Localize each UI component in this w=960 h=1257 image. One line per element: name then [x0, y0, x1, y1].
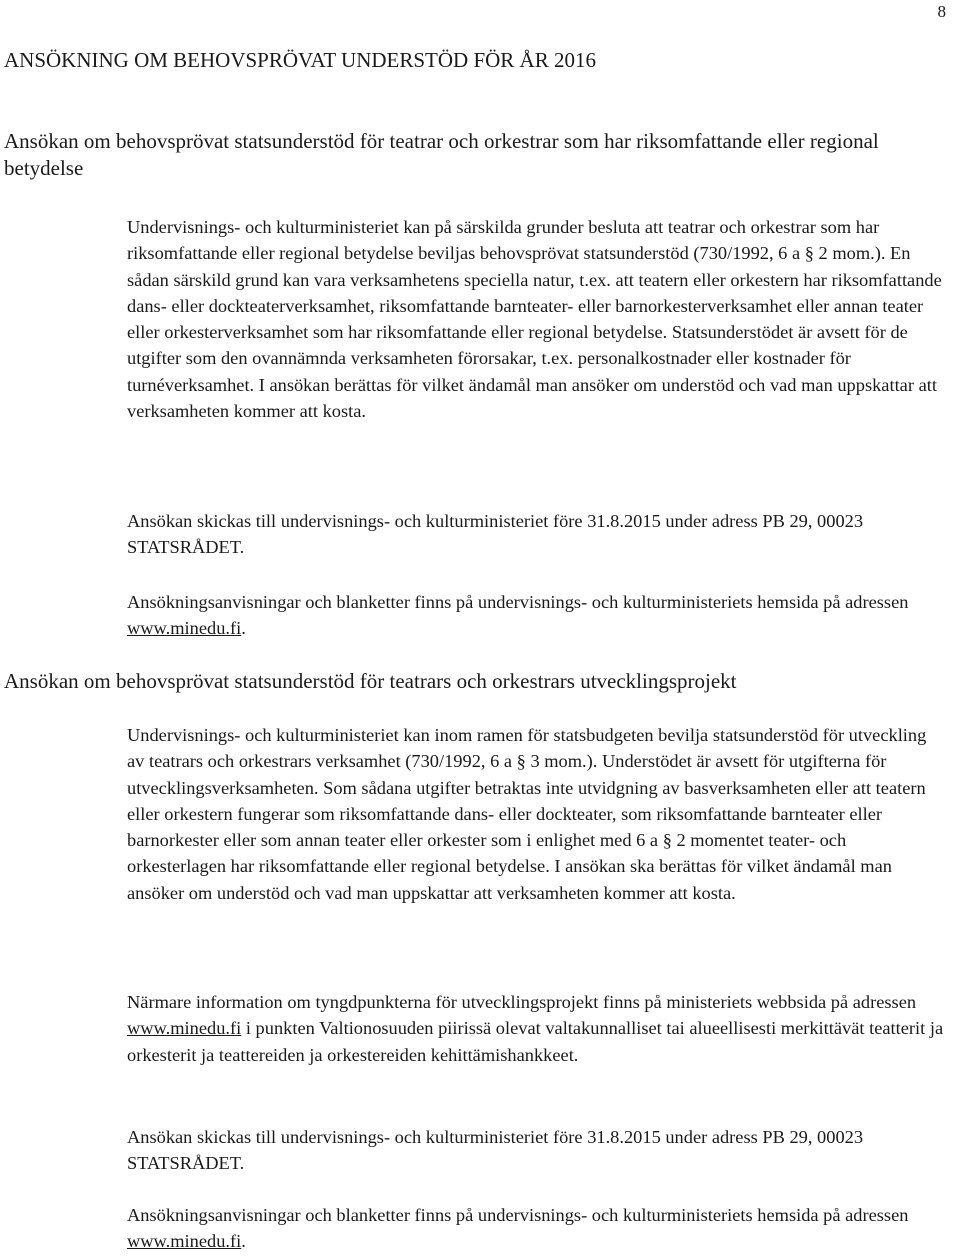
paragraph-symbol: §	[516, 751, 526, 772]
paragraph-symbol: §	[662, 830, 672, 851]
minedu-link[interactable]: www.minedu.fi	[127, 618, 242, 639]
text-run: i punkten Valtionosuuden piirissä olevat valtakunnalliset tai alueellisesti merkittävät teatterit ja orkesterit ja teattereiden ja orkestereiden kehittämishankkeet.	[127, 1018, 944, 1065]
text-run: .	[241, 618, 246, 639]
document-title: ANSÖKNING OM BEHOVSPRÖVAT UNDERSTÖD FÖR ÅR 2016	[4, 48, 596, 72]
section-2-paragraph-1	[127, 722, 944, 906]
text-run: 2 momentet teater- och orkesterlagen har riksomfattande eller regional betydelse. I ansökan ska berättas för vilket ändamål man ansöker om understöd och vad man uppskattar att verksamheten kommer att kosta.	[127, 830, 892, 903]
minedu-link[interactable]: www.minedu.fi	[127, 1018, 242, 1039]
text-run: Undervisnings- och kulturministeriet kan på särskilda grunder besluta att teatrar och orkestrar som har riksomfattande eller regional betydelse beviljas behovsprövat statsunderstöd (730/1992, 6 a	[127, 217, 880, 264]
page-number: 8	[937, 2, 946, 21]
section-2-paragraph-4	[127, 1202, 944, 1255]
text-run: Närmare information om tyngdpunkterna för utvecklingsprojekt finns på ministeriets webbsida på adressen	[127, 992, 917, 1012]
section-2-heading-block	[4, 668, 950, 695]
section-2-heading: Ansökan om behovsprövat statsunderstöd för teatrars och orkestrars utvecklingsprojekt	[4, 669, 737, 693]
text-run: Undervisnings- och kulturministeriet kan inom ramen för statsbudgeten bevilja statsunderstöd för utveckling av teatrars och orkestrars verksamhet (730/1992, 6 a	[127, 725, 927, 772]
text-run: 2 mom.). En sådan särskild grund kan vara verksamhetens speciella natur, t.ex. att teatern eller orkestern har riksomfattande dans- eller dockteaterverksamhet, riksomfattande barnteater- eller barnorkesterverksamhet eller annan teater eller orkesterverksamhet som har riksomfattande eller regional betydelse. Statsunderstödet är avsett för de utgifter som den ovannämnda verksamheten förorsakar, t.ex. personalkostnader eller kostnader för turnéverksamhet. I ansökan berättas för vilket ändamål man ansöker om understöd och vad man uppskattar att verksamheten kommer att kosta.	[127, 243, 942, 422]
section-1-paragraph-2	[127, 508, 944, 561]
text-run: 3 mom.). Understödet är avsett för utgifterna för utvecklingsverksamheten. Som sådana utgifter betraktas inte utvidgning av basverksamheten eller att teatern eller orkestern fungerar som riksomfattande dans- eller dockteater, som riksomfattande barnteater eller barnorkester eller som annan teater eller orkester som i enlighet med 6 a	[127, 751, 926, 851]
submission-text: Ansökan skickas till undervisnings- och kulturministeriet före 31.8.2015 under adress PB 29, 00023 STATSRÅDET.	[127, 511, 864, 558]
section-1-paragraph-3	[127, 589, 944, 642]
minedu-link[interactable]: www.minedu.fi	[127, 1231, 242, 1252]
submission-text: Ansökan skickas till undervisnings- och kulturministeriet före 31.8.2015 under adress PB 29, 00023 STATSRÅDET.	[127, 1127, 864, 1174]
text-run: Ansökningsanvisningar och blanketter finns på undervisnings- och kulturministeriets hemsida på adressen	[127, 592, 909, 612]
paragraph-symbol: §	[804, 243, 814, 264]
text-run: Ansökningsanvisningar och blanketter finns på undervisnings- och kulturministeriets hemsida på adressen	[127, 1205, 909, 1225]
section-1-heading-block	[4, 128, 950, 182]
section-1-paragraph-1	[127, 214, 944, 424]
section-1-heading: Ansökan om behovsprövat statsunderstöd för teatrar och orkestrar som har riksomfattande eller regional betydelse	[4, 129, 879, 180]
section-2-paragraph-2	[127, 989, 944, 1068]
section-2-paragraph-3	[127, 1124, 944, 1177]
text-run: .	[241, 1231, 246, 1252]
